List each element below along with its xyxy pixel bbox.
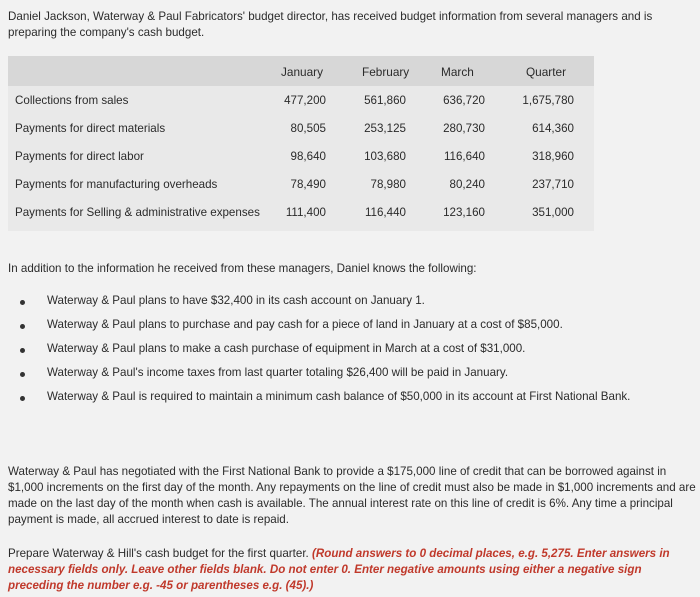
table-row [8,206,594,226]
bullet-icon [20,372,25,377]
instructions [8,546,698,594]
value-march: 123,160 [443,206,485,219]
bullet-text: Waterway & Paul is required to maintain a minimum cash balance of $50,000 in its account at First National Bank. [47,390,631,403]
table-row [8,150,594,170]
bullet-icon [20,324,25,329]
value-february: 103,680 [364,150,406,163]
table-row [8,94,594,114]
value-january: 80,505 [290,122,326,135]
value-february: 253,125 [364,122,406,135]
bullet-text: Waterway & Paul plans to make a cash purchase of equipment in March at a cost of $31,000. [47,342,526,355]
header-january: January [281,65,323,79]
value-quarter: 1,675,780 [522,94,574,107]
value-march: 80,240 [449,178,485,191]
value-february: 561,860 [364,94,406,107]
intro-text: Daniel Jackson, Waterway & Paul Fabricators' budget director, has received budget information from several managers and is preparing the company's cash budget. [8,10,653,39]
row-label: Payments for direct labor [15,150,144,163]
bullet-text: Waterway & Paul plans to purchase and pay cash for a piece of land in January at a cost of $85,000. [47,318,563,331]
row-label: Payments for Selling & administrative expenses [15,206,260,219]
value-quarter: 237,710 [532,178,574,191]
value-january: 477,200 [284,94,326,107]
row-label: Payments for direct materials [15,122,166,135]
section-intro: In addition to the information he received from these managers, Daniel knows the following: [8,262,477,275]
list-item [0,318,700,336]
list-item [0,390,700,408]
bullet-icon [20,396,25,401]
value-march: 636,720 [443,94,485,107]
bullet-text: Waterway & Paul plans to have $32,400 in its cash account on January 1. [47,294,425,307]
list-item [0,294,700,312]
header-february: February [362,65,410,79]
table-row [8,178,594,198]
list-item [0,366,700,384]
bullet-icon [20,348,25,353]
value-march: 116,640 [443,150,485,163]
line-of-credit-paragraph: Waterway & Paul has negotiated with the First National Bank to provide a $175,000 line of credit that can be borrowed against in $1,000 increments on the first day of the month. Any repayments on the line of credit must also be made in $1,000 increments and are made on the last day of the month when cash is available. The annual interest rate on this line of credit is 6%. Any time a principal payment is made, all accrued interest to date is repaid. [8,465,696,526]
bullet-text: Waterway & Paul's income taxes from last quarter totaling $26,400 will be paid in January. [47,366,509,379]
instruction-emphasis: (Round answers to 0 decimal places, e.g. 5,275. Enter answers in necessary fields only. Leave other fields blank. Do not enter 0. Enter negative amounts using either a negative sign preceding the number e.g. -45 or parentheses e.g. (45).) [8,547,670,592]
bullet-icon [20,300,25,305]
row-label: Collections from sales [15,94,129,107]
value-january: 98,640 [290,150,326,163]
value-february: 78,980 [370,178,406,191]
value-january: 111,400 [285,206,326,219]
budget-table [8,56,594,231]
row-label: Payments for manufacturing overheads [15,178,218,191]
value-february: 116,440 [364,206,406,219]
header-march: March [441,65,474,79]
value-quarter: 318,960 [532,150,574,163]
table-row [8,122,594,142]
header-quarter: Quarter [526,65,566,79]
instruction-plain: Prepare Waterway & Hill's cash budget for the first quarter. [8,547,309,560]
value-quarter: 351,000 [532,206,574,219]
list-item [0,342,700,360]
value-january: 78,490 [290,178,326,191]
value-quarter: 614,360 [532,122,574,135]
value-march: 280,730 [443,122,485,135]
